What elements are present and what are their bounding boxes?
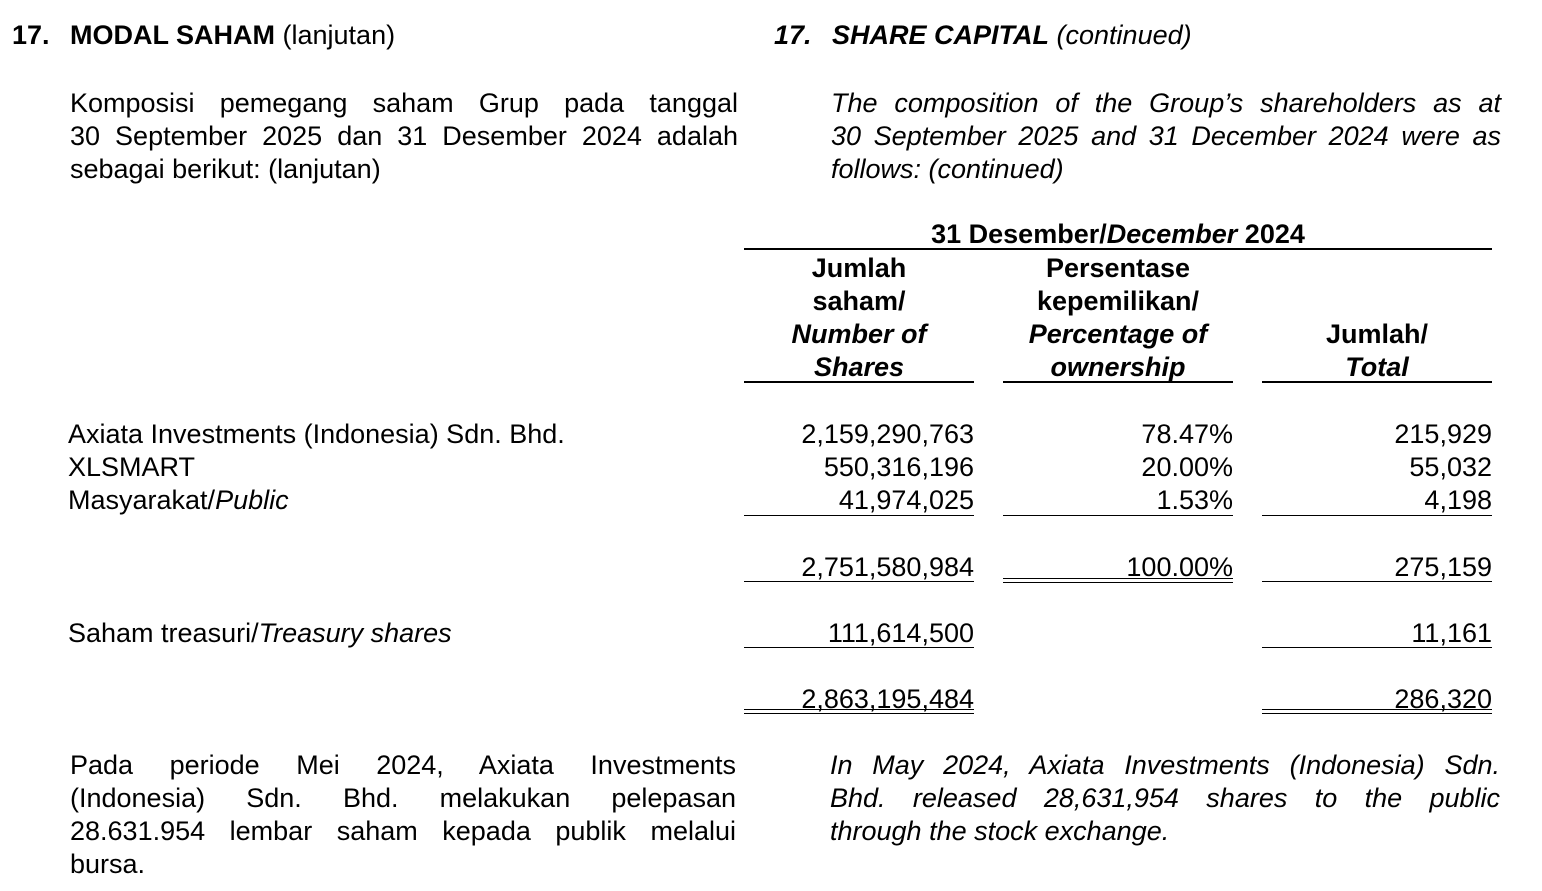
total-header-en-1: Total <box>1345 352 1409 382</box>
shareholder-name-en: Public <box>215 485 289 515</box>
grand-total-double-underline-total <box>1262 709 1492 714</box>
table-period-header <box>744 218 1492 251</box>
total-value: 215,929 <box>1394 419 1492 449</box>
total-header-underline <box>1262 381 1492 383</box>
period-label-en: December <box>1106 219 1238 249</box>
percent-header-en-2: ownership <box>1050 352 1186 382</box>
treasury-label-en: Treasury shares <box>258 618 452 648</box>
shares-header-id-1: Jumlah <box>811 253 907 283</box>
left-footer-paragraph <box>70 749 736 881</box>
grand-total-shares: 2,863,195,484 <box>801 684 974 714</box>
period-year: 2024 <box>1237 219 1305 249</box>
percent-header-underline <box>1003 381 1233 383</box>
left-intro-paragraph <box>70 87 738 186</box>
total-value: 55,032 <box>1409 452 1492 482</box>
right-intro-line-1: The composition of the Group’s shareholders as at <box>831 88 1501 118</box>
percent-header-id-1: Persentase <box>1045 253 1191 283</box>
left-footer-line-4: bursa. <box>70 849 146 879</box>
right-intro-paragraph <box>831 87 1501 186</box>
left-section-number: 17. <box>12 20 50 50</box>
treasury-underline-total <box>1262 647 1492 648</box>
rows-underline-shares <box>744 515 974 516</box>
left-intro-line-3: sebagai berikut: (lanjutan) <box>70 154 381 184</box>
shareholder-name: XLSMART <box>68 452 196 482</box>
subtotal-percent: 100.00% <box>1126 552 1233 582</box>
right-section-number: 17. <box>774 20 812 50</box>
left-intro-line-2: 30 September 2025 dan 31 Desember 2024 adalah <box>70 121 738 151</box>
subtotal-underline-total <box>1262 581 1492 582</box>
total-header-id-1: Jumlah/ <box>1325 319 1429 349</box>
shareholder-name-id: Masyarakat/ <box>68 485 216 515</box>
right-section-title: SHARE CAPITAL <box>832 20 1050 50</box>
left-footer-line-2: (Indonesia) Sdn. Bhd. melakukan pelepasan <box>70 783 736 813</box>
total-value: 4,198 <box>1424 485 1492 515</box>
left-intro-line-1: Komposisi pemegang saham Grup pada tanggal <box>70 88 738 118</box>
treasury-shares: 111,614,500 <box>827 618 974 648</box>
right-intro-line-2: 30 September 2025 and 31 December 2024 were as <box>831 121 1501 151</box>
left-section-title: MODAL SAHAM <box>70 20 275 50</box>
right-section-heading <box>774 20 1192 51</box>
treasury-total: 11,161 <box>1411 618 1492 648</box>
right-footer-line-1: In May 2024, Axiata Investments (Indonesia) Sdn. <box>830 750 1500 780</box>
shares-header-id-2: saham/ <box>812 286 906 316</box>
percent-value: 1.53% <box>1156 485 1233 515</box>
column-header-total <box>1262 318 1492 384</box>
subtotal-double-underline-percent <box>1003 578 1233 583</box>
right-intro-line-3: follows: (continued) <box>831 154 1064 184</box>
right-footer-line-2: Bhd. released 28,631,954 shares to the public <box>830 783 1500 813</box>
percent-value: 78.47% <box>1141 419 1233 449</box>
column-header-shares <box>744 252 974 384</box>
shareholder-name: Axiata Investments (Indonesia) Sdn. Bhd. <box>68 419 565 449</box>
shares-value: 41,974,025 <box>838 485 974 515</box>
left-footer-line-1: Pada periode Mei 2024, Axiata Investments <box>70 750 736 780</box>
rows-underline-percent <box>1003 515 1233 516</box>
column-header-percent <box>1003 252 1233 384</box>
percent-header-en-1: Percentage of <box>1028 319 1208 349</box>
left-section-heading <box>12 20 395 51</box>
shares-value: 550,316,196 <box>823 452 974 482</box>
subtotal-total: 275,159 <box>1394 552 1492 582</box>
rows-underline-total <box>1262 515 1492 516</box>
left-section-suffix: (lanjutan) <box>282 20 396 50</box>
period-underline <box>744 248 1492 250</box>
shareholder-name <box>68 485 289 516</box>
shares-header-en-2: Shares <box>813 352 905 382</box>
percent-value: 20.00% <box>1141 452 1233 482</box>
period-label-id: 31 Desember/ <box>931 219 1107 249</box>
subtotal-shares: 2,751,580,984 <box>801 552 974 582</box>
subtotal-underline-shares <box>744 581 974 582</box>
shares-value: 2,159,290,763 <box>801 419 974 449</box>
percent-header-id-2: kepemilikan/ <box>1036 286 1200 316</box>
shares-header-underline <box>744 381 974 383</box>
treasury-label-id: Saham treasuri/ <box>68 618 259 648</box>
grand-total-double-underline-shares <box>744 709 974 714</box>
shares-header-en-1: Number of <box>791 319 927 349</box>
treasury-label <box>68 618 452 649</box>
right-footer-line-3: through the stock exchange. <box>830 816 1170 846</box>
right-section-suffix: (continued) <box>1056 20 1192 50</box>
treasury-underline-shares <box>744 647 974 648</box>
left-footer-line-3: 28.631.954 lembar saham kepada publik melalui <box>70 816 736 846</box>
grand-total-total: 286,320 <box>1394 684 1492 714</box>
right-footer-paragraph <box>830 749 1500 848</box>
